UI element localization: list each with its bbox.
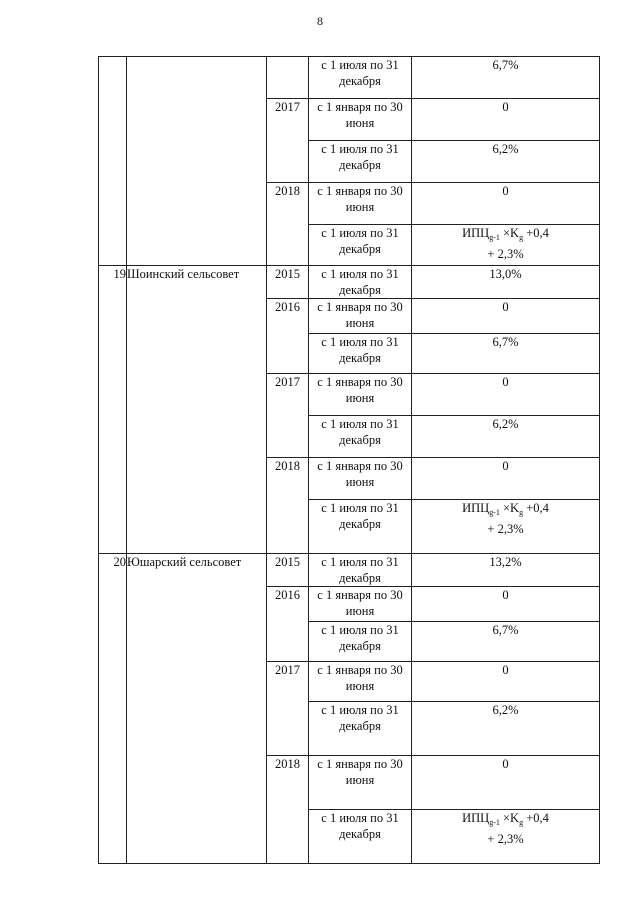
year-text: 2016	[275, 300, 300, 314]
ipc-formula	[462, 225, 549, 262]
rate-cell	[412, 99, 600, 141]
year-text: 2018	[275, 459, 300, 473]
year-cell	[267, 99, 309, 183]
rate-cell	[412, 416, 600, 458]
formula-subscript: g-1	[489, 818, 500, 827]
rate-text: 6,7%	[492, 335, 519, 349]
period-text: с 1 января по 30 июня	[317, 663, 403, 693]
settlement-name	[127, 554, 267, 864]
period-cell	[309, 299, 412, 334]
formula-subscript: g	[519, 818, 524, 827]
period-text: с 1 июля по 31 декабря	[321, 501, 399, 531]
period-cell	[309, 266, 412, 299]
page-number: 8	[317, 14, 323, 28]
period-text: с 1 июля по 31 декабря	[321, 226, 399, 256]
period-cell	[309, 374, 412, 416]
period-text: с 1 июля по 31 декабря	[321, 142, 399, 172]
table-row	[99, 57, 600, 99]
formula-ipc: ИПЦ	[462, 226, 490, 240]
period-text: с 1 января по 30 июня	[317, 184, 403, 214]
rate-text: 6,7%	[492, 623, 519, 637]
settlement-name-text: Юшарский сельсовет	[127, 555, 242, 569]
rate-text: 13,0%	[489, 267, 522, 281]
period-cell	[309, 458, 412, 500]
period-text: с 1 января по 30 июня	[317, 300, 403, 330]
year-text: 2018	[275, 757, 300, 771]
period-cell	[309, 810, 412, 864]
rate-cell	[412, 810, 600, 864]
rate-cell	[412, 458, 600, 500]
rate-cell	[412, 334, 600, 374]
formula-subscript: g-1	[489, 508, 500, 517]
year-text: 2017	[275, 663, 300, 677]
formula-subscript: g	[519, 233, 524, 242]
period-text: с 1 июля по 31 декабря	[321, 267, 399, 297]
formula-term: +0,4	[523, 501, 549, 515]
period-cell	[309, 183, 412, 225]
year-text: 2015	[275, 555, 300, 569]
year-cell	[267, 662, 309, 756]
table-row	[99, 554, 600, 587]
year-cell	[267, 458, 309, 554]
period-text: с 1 июля по 31 декабря	[321, 703, 399, 733]
rate-text: 0	[502, 588, 509, 602]
year-text: 2016	[275, 588, 300, 602]
rate-text: 6,2%	[492, 417, 519, 431]
rate-cell	[412, 266, 600, 299]
ipc-formula	[462, 500, 549, 537]
period-text: с 1 июля по 31 декабря	[321, 555, 399, 585]
formula-k: ×K	[499, 501, 520, 515]
rate-cell	[412, 622, 600, 662]
rate-text: 0	[502, 663, 509, 677]
row-number-text: 19	[113, 267, 126, 281]
period-cell	[309, 554, 412, 587]
year-cell	[267, 183, 309, 266]
row-number	[99, 266, 127, 554]
year-cell	[267, 587, 309, 662]
period-text: с 1 января по 30 июня	[317, 588, 403, 618]
year-text: 2017	[275, 375, 300, 389]
rate-cell	[412, 374, 600, 416]
rate-cell	[412, 756, 600, 810]
period-text: с 1 июля по 31 декабря	[321, 623, 399, 653]
rate-text: 0	[502, 300, 509, 314]
formula-term: + 2,3%	[487, 247, 524, 261]
row-number-text: 20	[113, 555, 126, 569]
rate-text: 0	[502, 184, 509, 198]
period-cell	[309, 702, 412, 756]
rate-text: 0	[502, 459, 509, 473]
rate-cell	[412, 587, 600, 622]
settlement-name-text: Шоинский сельсовет	[127, 267, 240, 281]
period-cell	[309, 334, 412, 374]
rate-text: 13,2%	[489, 555, 522, 569]
formula-term: + 2,3%	[487, 832, 524, 846]
rate-cell	[412, 141, 600, 183]
rate-cell	[412, 225, 600, 266]
rate-cell	[412, 662, 600, 702]
rate-cell	[412, 554, 600, 587]
rate-cell	[412, 183, 600, 225]
period-text: с 1 июля по 31 декабря	[321, 58, 399, 88]
row-number	[99, 554, 127, 864]
tariff-table	[98, 56, 600, 864]
rate-text: 6,2%	[492, 703, 519, 717]
period-cell	[309, 99, 412, 141]
row-number	[99, 57, 127, 266]
period-cell	[309, 500, 412, 554]
period-text: с 1 июля по 31 декабря	[321, 811, 399, 841]
formula-k: ×K	[499, 226, 520, 240]
settlement-name	[127, 57, 267, 266]
formula-term: +0,4	[523, 811, 549, 825]
year-cell	[267, 756, 309, 864]
period-text: с 1 января по 30 июня	[317, 757, 403, 787]
year-text: 2018	[275, 184, 300, 198]
rate-cell	[412, 57, 600, 99]
ipc-formula	[462, 810, 549, 847]
formula-k: ×K	[499, 811, 520, 825]
period-cell	[309, 587, 412, 622]
period-cell	[309, 622, 412, 662]
period-text: с 1 января по 30 июня	[317, 375, 403, 405]
formula-term: + 2,3%	[487, 522, 524, 536]
rate-cell	[412, 702, 600, 756]
period-cell	[309, 756, 412, 810]
period-text: с 1 января по 30 июня	[317, 459, 403, 489]
year-cell	[267, 374, 309, 458]
period-cell	[309, 141, 412, 183]
year-cell	[267, 57, 309, 99]
year-cell	[267, 299, 309, 374]
formula-subscript: g-1	[489, 233, 500, 242]
year-text: 2017	[275, 100, 300, 114]
period-cell	[309, 416, 412, 458]
formula-ipc: ИПЦ	[462, 501, 490, 515]
rate-text: 0	[502, 100, 509, 114]
year-text: 2015	[275, 267, 300, 281]
year-cell	[267, 266, 309, 299]
settlement-name	[127, 266, 267, 554]
rate-text: 6,2%	[492, 142, 519, 156]
formula-subscript: g	[519, 508, 524, 517]
period-text: с 1 января по 30 июня	[317, 100, 403, 130]
table-row	[99, 266, 600, 299]
formula-term: +0,4	[523, 226, 549, 240]
formula-ipc: ИПЦ	[462, 811, 490, 825]
period-cell	[309, 57, 412, 99]
period-cell	[309, 662, 412, 702]
year-cell	[267, 554, 309, 587]
period-text: с 1 июля по 31 декабря	[321, 335, 399, 365]
period-text: с 1 июля по 31 декабря	[321, 417, 399, 447]
rate-text: 0	[502, 757, 509, 771]
period-cell	[309, 225, 412, 266]
rate-cell	[412, 500, 600, 554]
rate-cell	[412, 299, 600, 334]
rate-text: 0	[502, 375, 509, 389]
rate-text: 6,7%	[492, 58, 519, 72]
